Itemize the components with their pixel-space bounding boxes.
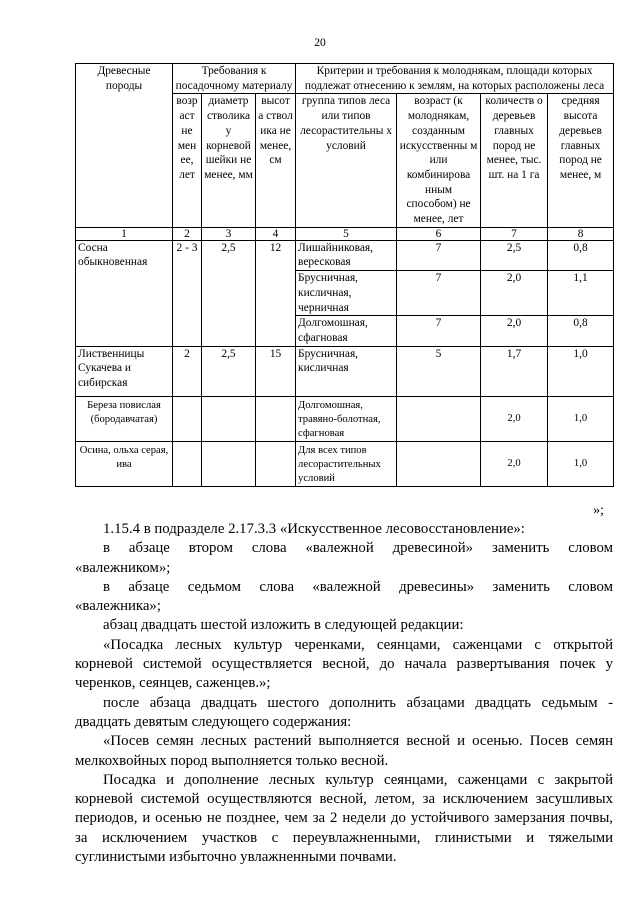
- requirements-table: [75, 63, 614, 487]
- avg-height-cell: 1,0: [548, 396, 614, 441]
- col-number: 7: [481, 227, 548, 240]
- table-row: [76, 240, 614, 270]
- group-cell: Долгомошная, травяно-болотная, сфагновая: [296, 396, 397, 441]
- header-species: Древесные породы: [76, 64, 173, 228]
- column-numbers-row: [76, 227, 614, 240]
- header-criteria: Критерии и требования к молоднякам, площади которых подлежат отнесению к землям, на которых расположены леса: [296, 64, 614, 94]
- diameter-cell: [202, 396, 256, 441]
- header-diameter: диаметр стволика у корневой шейки не менее, мм: [202, 94, 256, 227]
- height-cell: 12: [256, 240, 296, 346]
- paragraph: «валежника»;: [75, 598, 161, 615]
- group-cell: Брусничная, кисличная: [296, 346, 397, 396]
- table-row: [76, 346, 614, 396]
- col-number: 8: [548, 227, 614, 240]
- group-cell: Долгомошная, сфагновая: [296, 316, 397, 346]
- avg-height-cell: 1,1: [548, 271, 614, 316]
- group-cell: Для всех типов лесорастительных условий: [296, 441, 397, 486]
- young-age-cell: [397, 441, 481, 486]
- table-header-row: [76, 64, 614, 94]
- avg-height-cell: 0,8: [548, 316, 614, 346]
- col-number: 2: [173, 227, 202, 240]
- avg-height-cell: 0,8: [548, 240, 614, 270]
- count-cell: 2,0: [481, 441, 548, 486]
- header-group: группа типов леса или типов лесорастительны х условий: [296, 94, 397, 227]
- page-number: 20: [314, 37, 326, 49]
- height-cell: 15: [256, 346, 296, 396]
- group-cell: Лишайниковая, вересковая: [296, 240, 397, 270]
- count-cell: 2,5: [481, 240, 548, 270]
- group-cell: Брусничная, кисличная, черничная: [296, 271, 397, 316]
- paragraph: «Посадка лесных культур черенками, сеянцами, саженцами с открытой корневой системой осуществляется весной, до начала развертывания почек у черенков, сеянцев, саженцев.»;: [75, 636, 613, 692]
- age-cell: 2 - 3: [173, 240, 202, 346]
- diameter-cell: [202, 441, 256, 486]
- paragraph: «Посев семян лесных растений выполняется весной и осенью. Посев семян мелкохвойных пород выполняется только весной.: [75, 733, 613, 769]
- age-cell: [173, 441, 202, 486]
- col-number: 5: [296, 227, 397, 240]
- paragraph: Посадка и дополнение лесных культур сеянцами, саженцами с закрытой корневой системой осуществляются весной, летом, за исключением засушливых периодов, и осенью не позднее, чем за 2 недели до устойчивого замерзания почвы, за исключением участков с переувлажненными, глинистыми и тяжелыми суглинистыми избыточно увлажненными почвами.: [75, 771, 613, 866]
- species-cell: Береза повислая (бородавчатая): [76, 396, 173, 441]
- header-height: высот а ствол ика не менее, см: [256, 94, 296, 227]
- species-cell: Осина, ольха серая, ива: [76, 441, 173, 486]
- count-cell: 2,0: [481, 396, 548, 441]
- paragraph: 1.15.4 в подразделе 2.17.3.3 «Искусственное лесовосстановление»:: [103, 521, 525, 537]
- young-age-cell: 5: [397, 346, 481, 396]
- header-count: количеств о деревьев главных пород не менее, тыс. шт. на 1 га: [481, 94, 548, 227]
- age-cell: [173, 396, 202, 441]
- paragraph: после абзаца двадцать шестого дополнить абзацами двадцать седьмым - двадцать девятым следующего содержания:: [75, 694, 613, 730]
- avg-height-cell: 1,0: [548, 441, 614, 486]
- species-cell: Сосна обыкновенная: [76, 240, 173, 346]
- col-number: 4: [256, 227, 296, 240]
- col-number: 3: [202, 227, 256, 240]
- paragraph: абзац двадцать шестой изложить в следующей редакции:: [103, 617, 464, 634]
- avg-height-cell: 1,0: [548, 346, 614, 396]
- height-cell: [256, 396, 296, 441]
- diameter-cell: 2,5: [202, 240, 256, 346]
- table-row: [76, 441, 614, 486]
- young-age-cell: 7: [397, 271, 481, 316]
- age-cell: 2: [173, 346, 202, 396]
- count-cell: 1,7: [481, 346, 548, 396]
- table-row: [76, 396, 614, 441]
- young-age-cell: 7: [397, 240, 481, 270]
- header-planting-material: Требования к посадочному материалу: [173, 64, 296, 94]
- amendment-text: [75, 520, 613, 867]
- young-age-cell: [397, 396, 481, 441]
- paragraph: в абзаце втором слова «валежной древесиной» заменить словом: [103, 540, 613, 557]
- table-closing-quote: »;: [593, 503, 604, 518]
- count-cell: 2,0: [481, 316, 548, 346]
- species-cell: Лиственницы Сукачева и сибирская: [76, 346, 173, 396]
- header-age: возр аст не мен ее, лет: [173, 94, 202, 227]
- col-number: 1: [76, 227, 173, 240]
- header-avg-height: средняя высота деревьев главных пород не менее, м: [548, 94, 614, 227]
- count-cell: 2,0: [481, 271, 548, 316]
- height-cell: [256, 441, 296, 486]
- paragraph: «валежником»;: [75, 559, 171, 576]
- paragraph: в абзаце седьмом слова «валежной древесины» заменить словом: [103, 578, 613, 595]
- diameter-cell: 2,5: [202, 346, 256, 396]
- young-age-cell: 7: [397, 316, 481, 346]
- col-number: 6: [397, 227, 481, 240]
- header-young-age: возраст (к молоднякам, созданным искусственны м или комбинирова нным способом) не менее, лет: [397, 94, 481, 227]
